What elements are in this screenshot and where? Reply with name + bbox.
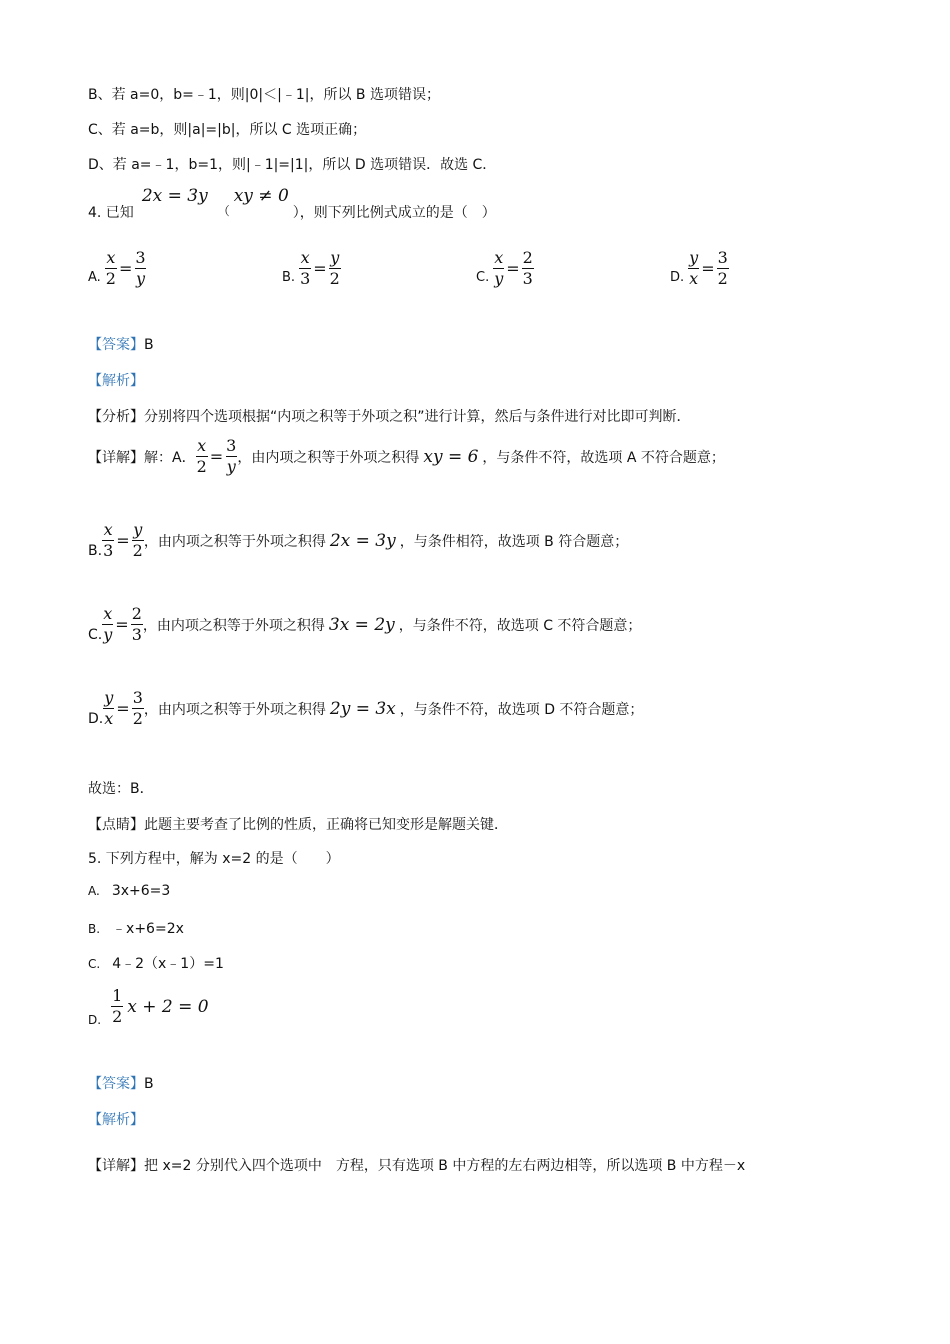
q4-dianjing-label: 【点睛】: [88, 817, 144, 833]
q5-option-d-fraction: $\frac{1}{2}$: [112, 986, 123, 1026]
q4-option-c-left-fraction: $\frac{x}{y}$: [494, 248, 504, 288]
q4-detail-b: B. $\frac{x}{3}$ = $\frac{y}{2}$ ，由内项之积等于外项之积得 2x = 3y ，与条件相符，故选项 B 符合题意；: [88, 520, 629, 560]
q5-answer-value: B: [144, 1076, 154, 1092]
q4-detail-intro: 解：A．: [144, 449, 196, 466]
q4-detail-a-result: xy = 6: [423, 446, 479, 467]
q4-fenxi-label: 【分析】: [88, 409, 144, 425]
q4-fenxi-text: 分别将四个选项根据“内项之积等于外项之积”进行计算，然后与条件进行对比即可判断．: [144, 409, 691, 425]
q4-option-a-left-fraction: $\frac{x}{2}$: [105, 248, 116, 288]
q4-detail-a: 【详解】 解：A． $\frac{x}{2}$ = $\frac{3}{y}$ ，由内项之积等于外项之积得 xy = 6 ，与条件不符，故选项 A 不符合题意；: [88, 436, 725, 476]
q4-detail-b-result: 2x = 3y: [329, 530, 396, 551]
solution-line-d: D、若 a=﹣1，b=1，则|﹣1|=|1|，所以 D 选项错误．故选 C．: [88, 157, 497, 173]
q4-option-a[interactable]: A. $\frac{x}{2}$ = $\frac{3}{y}$: [88, 248, 146, 288]
q4-detail-c: C. $\frac{x}{y}$ = $\frac{2}{3}$ ，由内项之积等于外项之积得 3x = 2y ，与条件不符，故选项 C 不符合题意；: [88, 604, 642, 644]
q4-option-b[interactable]: B. $\frac{x}{3}$ = $\frac{y}{2}$: [282, 248, 340, 288]
q4-conclusion: 故选：B．: [88, 781, 154, 797]
q5-detail: [88, 1155, 745, 1175]
q4-option-c[interactable]: C. $\frac{x}{y}$ = $\frac{2}{3}$: [476, 248, 533, 288]
q4-answer: [88, 334, 154, 354]
q4-detail-label: 【详解】: [88, 449, 144, 466]
q4-answer-label: 【答案】: [88, 337, 144, 353]
q4-option-b-left-fraction: $\frac{x}{3}$: [300, 248, 311, 288]
q4-answer-value: B: [144, 337, 154, 353]
q5-option-b[interactable]: B. ﹣x+6=2x: [88, 921, 184, 937]
q4-condition-ne: xy ≠ 0: [233, 186, 289, 206]
q5-detail-label: 【详解】: [88, 1158, 144, 1174]
q5-option-d[interactable]: D. $\frac{1}{2}$ x + 2 = 0: [88, 986, 209, 1027]
q4-option-c-right-fraction: $\frac{2}{3}$: [522, 248, 533, 288]
q4-analysis-label: 【解析】: [88, 373, 144, 389]
q4-option-a-right-fraction: $\frac{3}{y}$: [135, 248, 146, 288]
q4-prefix: 4. 已知: [88, 205, 134, 221]
q4-option-d-right-fraction: $\frac{3}{2}$: [717, 248, 728, 288]
q4-detail-d: D. $\frac{y}{x}$ = $\frac{3}{2}$ ，由内项之积等于外项之积得 2y = 3x ，与条件不符，故选项 D 不符合题意；: [88, 688, 644, 728]
q4-option-d[interactable]: D. $\frac{y}{x}$ = $\frac{3}{2}$: [670, 248, 728, 288]
q4-condition-eq: 2x = 3y: [141, 186, 208, 206]
solution-line-c: C、若 a=b，则|a|=|b|，所以 C 选项正确；: [88, 122, 367, 138]
question-4-stem: [88, 186, 496, 222]
q5-answer-label: 【答案】: [88, 1076, 144, 1092]
q4-detail-c-result: 3x = 2y: [328, 614, 395, 635]
q4-fenxi: [88, 406, 691, 426]
q5-option-a[interactable]: A. 3x+6=3: [88, 883, 171, 899]
q5-analysis-label: 【解析】: [88, 1112, 144, 1128]
q4-option-d-left-fraction: $\frac{y}{x}$: [689, 248, 699, 288]
q4-detail-d-result: 2y = 3x: [329, 698, 396, 719]
q4-dianjing: [88, 814, 508, 834]
q4-option-b-right-fraction: $\frac{y}{2}$: [329, 248, 340, 288]
q5-detail-text: 把 x=2 分别代入四个选项中 方程，只有选项 B 中方程的左右两边相等，所以选项 B 中方程－x: [144, 1158, 746, 1174]
q4-paren-open: （: [217, 204, 230, 218]
q4-suffix: ），则下列比例式成立的是（ ）: [292, 205, 496, 221]
q5-option-c[interactable]: C. 4﹣2（x﹣1）=1: [88, 956, 224, 972]
q4-dianjing-text: 此题主要考查了比例的性质，正确将已知变形是解题关键．: [144, 817, 508, 833]
question-5-stem: 5. 下列方程中，解为 x=2 的是（ ）: [88, 851, 340, 867]
q5-answer: [88, 1073, 154, 1093]
solution-line-b: B、若 a=0，b=﹣1，则|0|＜|﹣1|，所以 B 选项错误；: [88, 87, 440, 103]
